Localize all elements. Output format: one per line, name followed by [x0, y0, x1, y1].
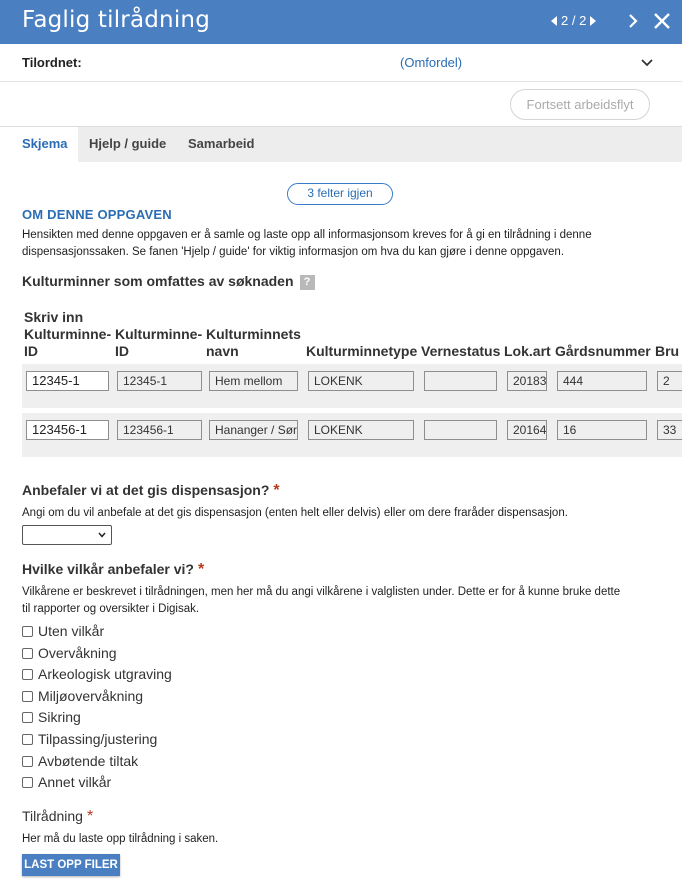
dispensation-question: [22, 482, 280, 500]
chevron-right-icon[interactable]: [625, 11, 641, 31]
condition-label: Miljøovervåkning: [38, 688, 144, 704]
heritage-type-cell: LOKENK: [308, 420, 414, 440]
header-line: Kulturminnets: [206, 326, 301, 342]
condition-option[interactable]: [22, 774, 111, 790]
conditions-description: [22, 584, 620, 618]
intro-text: [22, 227, 662, 261]
close-icon[interactable]: [652, 10, 672, 32]
dispensation-select[interactable]: [22, 525, 112, 545]
intro-line: Hensikten med denne oppgaven er å samle og laste opp all informasjonsom kreves for å gi en tilrådning i denne: [22, 229, 592, 241]
assigned-label: Tilordnet:: [22, 55, 82, 70]
checkbox[interactable]: [22, 777, 33, 788]
farm-number-cell: 444: [557, 371, 647, 391]
condition-label: Overvåkning: [38, 645, 117, 661]
column-header-gnr: Gårdsnummer: [555, 343, 651, 359]
use-number-cell: 33: [657, 420, 682, 440]
condition-label: Tilpassing/justering: [38, 731, 158, 747]
chevron-down-icon[interactable]: [640, 57, 654, 69]
required-marker: *: [197, 561, 205, 578]
pager-text: 2 / 2: [561, 13, 587, 28]
heritage-id-input[interactable]: 12345-1: [26, 371, 109, 391]
condition-option[interactable]: [22, 753, 138, 769]
dispensation-description: Angi om du vil anbefale at det gis dispensasjon (enten helt eller delvis) eller om dere fraråder dispensasjon.: [22, 507, 568, 519]
header-line: Kulturminne-: [24, 326, 112, 342]
pager: [551, 13, 596, 28]
condition-option[interactable]: [22, 623, 104, 639]
description-line: Vilkårene er beskrevet i tilrådningen, men her må du angi vilkårene i valglisten under. Dette er for å kunne bruke dette: [22, 586, 621, 598]
dispensation-question-label: Anbefaler vi at det gis dispensasjon?: [22, 482, 270, 498]
condition-label: Annet vilkår: [38, 774, 112, 790]
tab-schema[interactable]: Skjema: [22, 127, 68, 163]
header-line: ID: [115, 343, 129, 359]
column-header-name: [206, 326, 301, 360]
fields-left-badge[interactable]: 3 felter igjen: [287, 183, 393, 205]
condition-option[interactable]: [22, 731, 157, 747]
assignment-row: [0, 44, 682, 82]
header-line: ID: [24, 343, 38, 359]
help-icon[interactable]: ?: [300, 275, 315, 290]
condition-option[interactable]: [22, 666, 172, 682]
recommendation-label: Tilrådning: [22, 808, 83, 824]
column-header-input-id: [24, 309, 111, 360]
heritage-heading-text: Kulturminner som omfattes av søknaden: [22, 273, 294, 289]
condition-option[interactable]: [22, 645, 117, 661]
title-bar: [0, 0, 682, 44]
condition-label: Sikring: [38, 709, 81, 725]
column-header-type: Kulturminnetype: [306, 343, 418, 359]
checkbox[interactable]: [22, 756, 33, 767]
heritage-id-input[interactable]: 123456-1: [26, 420, 109, 440]
condition-label: Arkeologisk utgraving: [38, 666, 172, 682]
heritage-id-cell: 12345-1: [117, 371, 202, 391]
header-line: Skriv inn: [24, 309, 84, 325]
column-header-bnr: Bru: [655, 343, 680, 359]
previous-icon[interactable]: [551, 16, 557, 26]
heritage-name-cell: Hem mellom: [209, 371, 298, 391]
heritage-heading: [22, 273, 315, 290]
recommendation-description: Her må du laste opp tilrådning i saken.: [22, 833, 219, 845]
header-line: Kulturminne-: [115, 326, 203, 342]
conditions-question: [22, 561, 204, 579]
heritage-name-cell: Hananger / Sør: [209, 420, 298, 440]
column-header-lokart: Lok.art: [504, 343, 551, 359]
description-line: til rapporter og oversikter i Digisak.: [22, 603, 200, 615]
lokart-cell: 20164: [507, 420, 547, 440]
checkbox[interactable]: [22, 669, 33, 680]
conditions-question-label: Hvilke vilkår anbefaler vi?: [22, 561, 194, 577]
chevron-down-icon: [98, 532, 106, 538]
intro-line: dispensasjonssaken. Se fanen 'Hjelp / guide' for viktig informasjon om hva du kan gjøre i denne oppgaven.: [22, 246, 565, 258]
lokart-cell: 20183: [507, 371, 547, 391]
farm-number-cell: 16: [557, 420, 647, 440]
condition-label: Uten vilkår: [38, 623, 105, 639]
condition-option[interactable]: [22, 688, 143, 704]
checkbox[interactable]: [22, 734, 33, 745]
protection-status-cell: [424, 420, 497, 440]
checkbox[interactable]: [22, 712, 33, 723]
checkbox[interactable]: [22, 626, 33, 637]
continue-workflow-button[interactable]: Fortsett arbeidsflyt: [510, 89, 650, 120]
next-small-icon[interactable]: [590, 16, 596, 26]
column-header-id: [115, 326, 202, 360]
section-title: OM DENNE OPPGAVEN: [22, 207, 172, 222]
checkbox[interactable]: [22, 691, 33, 702]
recommendation-question: [22, 808, 93, 826]
column-header-status: Vernestatus: [421, 343, 501, 359]
required-marker: *: [86, 808, 94, 825]
use-number-cell: 2: [657, 371, 682, 391]
window-title: Faglig tilrådning: [22, 7, 210, 33]
condition-label: Avbøtende tiltak: [38, 753, 139, 769]
heritage-id-cell: 123456-1: [117, 420, 202, 440]
reassign-link[interactable]: (Omfordel): [400, 55, 463, 70]
heritage-type-cell: LOKENK: [308, 371, 414, 391]
tab-help-guide[interactable]: Hjelp / guide: [89, 136, 167, 151]
header-line: navn: [206, 343, 239, 359]
checkbox[interactable]: [22, 648, 33, 659]
tab-collaboration[interactable]: Samarbeid: [188, 136, 255, 151]
condition-option[interactable]: [22, 709, 81, 725]
protection-status-cell: [424, 371, 497, 391]
required-marker: *: [273, 482, 280, 499]
upload-files-button[interactable]: LAST OPP FILER: [22, 854, 120, 876]
tab-bar: [0, 126, 682, 162]
